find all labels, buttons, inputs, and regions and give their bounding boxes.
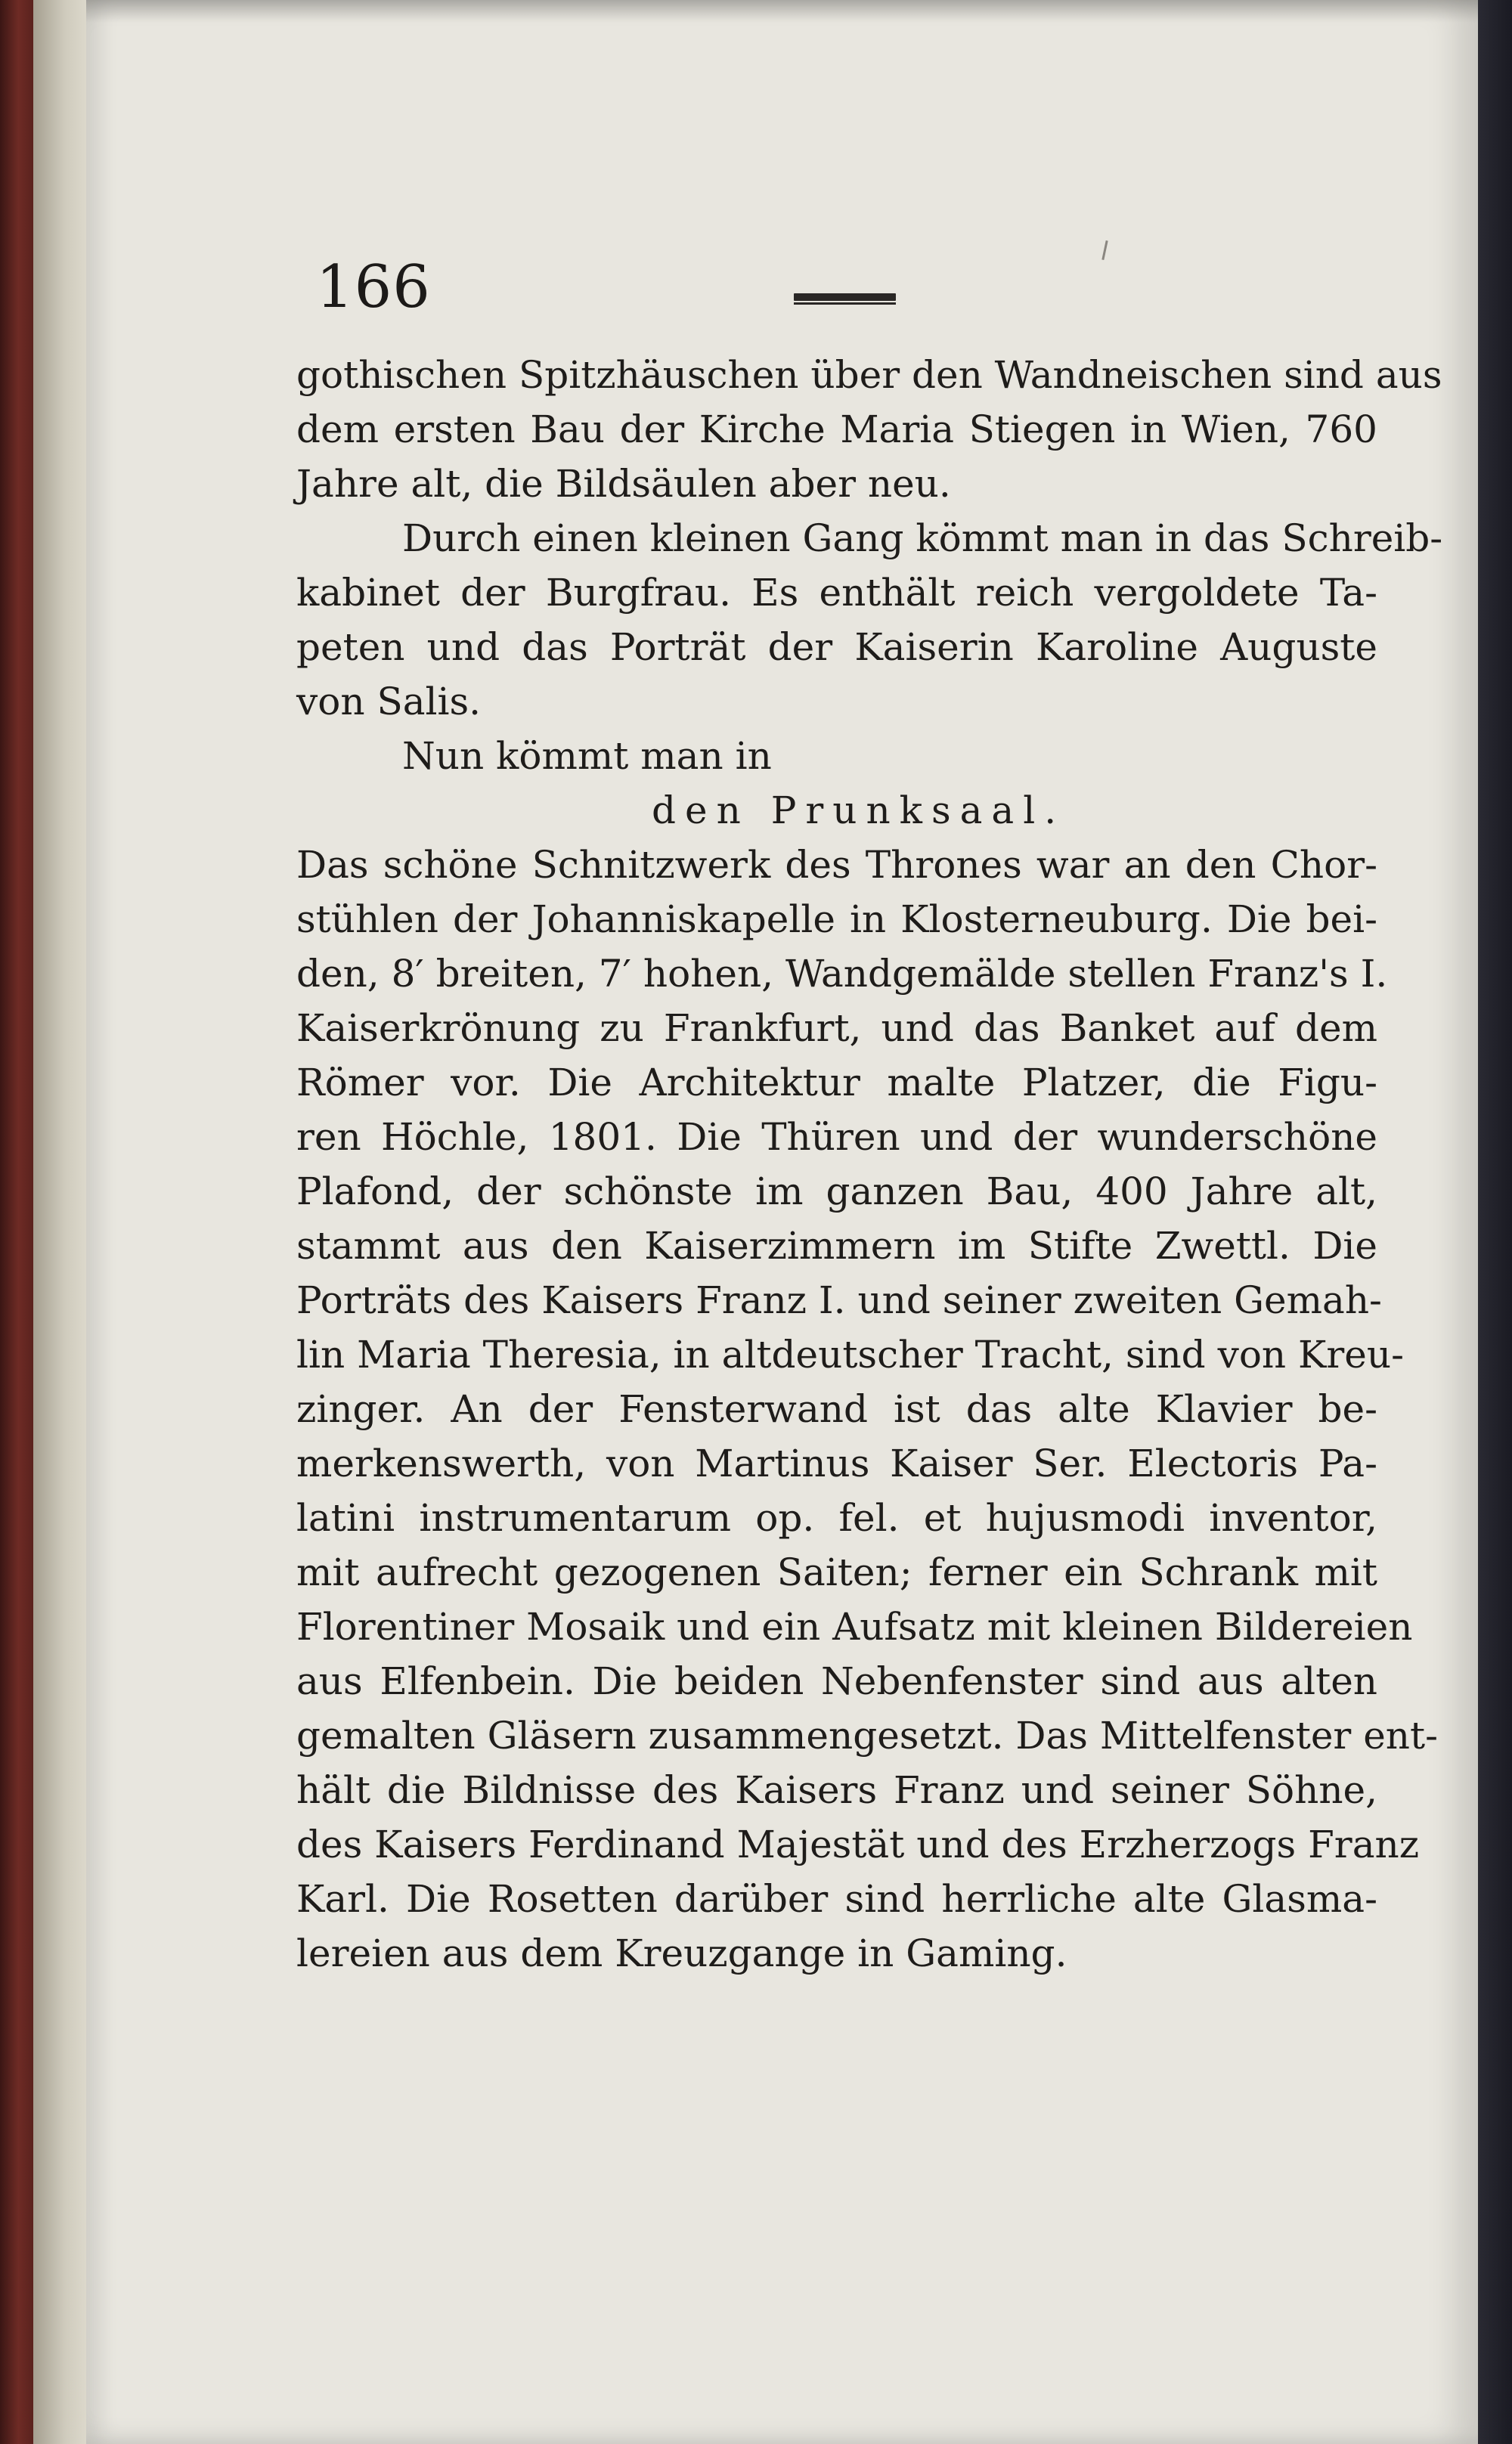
text-line: Jahre alt, die Bildsäulen aber neu. <box>296 462 951 506</box>
section-heading: den Prunksaal. <box>652 788 1066 832</box>
page-gutter <box>33 0 86 2444</box>
text-line: hält die Bildnisse des Kaisers Franz und seiner Söhne, <box>296 1768 1377 1812</box>
book-cover-left <box>0 0 33 2444</box>
text-line: Kaiserkrönung zu Frankfurt, und das Banket auf dem <box>296 1006 1377 1050</box>
text-line: Karl. Die Rosetten darüber sind herrliche alte Glasma- <box>296 1877 1377 1921</box>
text-line: aus Elfenbein. Die beiden Nebenfenster sind aus alten <box>296 1659 1377 1703</box>
text-line: kabinet der Burgfrau. Es enthält reich vergoldete Ta- <box>296 571 1377 615</box>
text-line: mit aufrecht gezogenen Saiten; ferner ein Schrank mit <box>296 1550 1377 1594</box>
text-line: Porträts des Kaisers Franz I. und seiner zweiten Gemah- <box>296 1278 1382 1322</box>
text-line: des Kaisers Ferdinand Majestät und des Erzherzogs Franz <box>296 1823 1420 1866</box>
text-line: zinger. An der Fensterwand ist das alte Klavier be- <box>296 1387 1377 1431</box>
text-line: stühlen der Johanniskapelle in Klosterneuburg. Die bei- <box>296 897 1377 941</box>
text-line: gemalten Gläsern zusammengesetzt. Das Mittelfenster ent- <box>296 1714 1438 1758</box>
text-line: ren Höchle, 1801. Die Thüren und der wunderschöne <box>296 1115 1377 1159</box>
text-line: lereien aus dem Kreuzgange in Gaming. <box>296 1931 1067 1975</box>
text-line: Das schöne Schnitzwerk des Thrones war an den Chor- <box>296 843 1377 887</box>
text-line: Römer vor. Die Architektur malte Platzer, die Figu- <box>296 1061 1377 1104</box>
body-text <box>296 348 1443 1981</box>
text-line: den, 8′ breiten, 7′ hohen, Wandgemälde stellen Franz's I. <box>296 952 1388 996</box>
text-line: gothischen Spitzhäuschen über den Wandneischen sind aus <box>296 353 1442 397</box>
text-line: merkenswerth, von Martinus Kaiser Ser. Electoris Pa- <box>296 1442 1377 1485</box>
text-line: latini instrumentarum op. fel. et hujusmodi inventor, <box>296 1496 1377 1540</box>
text-line: Durch einen kleinen Gang kömmt man in das Schreib- <box>402 516 1443 560</box>
text-line: Plafond, der schönste im ganzen Bau, 400 Jahre alt, <box>296 1169 1377 1213</box>
text-line: Florentiner Mosaik und ein Aufsatz mit kleinen Bildereien <box>296 1605 1413 1649</box>
page-shadow <box>86 0 1478 23</box>
text-line: lin Maria Theresia, in altdeutscher Tracht, sind von Kreu- <box>296 1333 1404 1377</box>
text-line: Nun kömmt man in <box>402 734 772 778</box>
header-ornament-rule <box>794 293 896 301</box>
book-cover-right <box>1478 0 1512 2444</box>
text-line: dem ersten Bau der Kirche Maria Stiegen in Wien, 760 <box>296 407 1377 451</box>
text-line: von Salis. <box>296 680 482 723</box>
page-number: 166 <box>316 253 431 321</box>
text-line: peten und das Porträt der Kaiserin Karoline Auguste <box>296 625 1377 669</box>
text-line: stammt aus den Kaiserzimmern im Stifte Zwettl. Die <box>296 1224 1377 1268</box>
